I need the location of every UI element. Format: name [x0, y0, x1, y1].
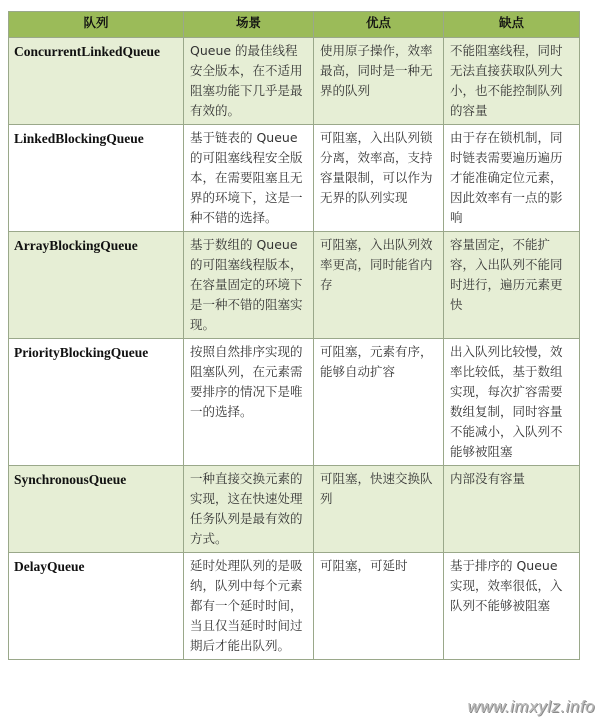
queue-pros: 可阻塞，元素有序，能够自动扩容	[314, 339, 444, 466]
table-row	[9, 38, 580, 125]
queue-name: PriorityBlockingQueue	[9, 339, 184, 466]
queue-scene: 按照自然排序实现的阻塞队列，在元素需要排序的情况下是唯一的选择。	[184, 339, 314, 466]
queue-pros: 可阻塞，快速交换队列	[314, 466, 444, 553]
queue-cons: 容量固定，不能扩容，入出队列不能同时进行，遍历元素更快	[444, 232, 580, 339]
header-queue: 队列	[9, 12, 184, 38]
queue-pros: 可阻塞，入出队列锁分离，效率高，支持容量限制，可以作为无界的队列实现	[314, 125, 444, 232]
queue-cons: 内部没有容量	[444, 466, 580, 553]
queue-pros: 可阻塞，入出队列效率更高，同时能省内存	[314, 232, 444, 339]
header-cons: 缺点	[444, 12, 580, 38]
queue-cons: 基于排序的 Queue 实现，效率很低，入队列不能够被阻塞	[444, 553, 580, 660]
site-watermark: www.imxylz.info	[467, 697, 595, 716]
queue-scene: 一种直接交换元素的实现，这在快速处理任务队列是最有效的方式。	[184, 466, 314, 553]
queue-cons: 不能阻塞线程，同时无法直接获取队列大小，也不能控制队列的容量	[444, 38, 580, 125]
queue-scene: 基于数组的 Queue 的可阻塞线程版本，在容量固定的环境下是一种不错的阻塞实现。	[184, 232, 314, 339]
queue-name: ArrayBlockingQueue	[9, 232, 184, 339]
table-row	[9, 553, 580, 660]
queue-name: LinkedBlockingQueue	[9, 125, 184, 232]
queue-comparison-table	[8, 11, 580, 660]
queue-name: DelayQueue	[9, 553, 184, 660]
queue-name: SynchronousQueue	[9, 466, 184, 553]
table-row	[9, 339, 580, 466]
table-row	[9, 466, 580, 553]
queue-name: ConcurrentLinkedQueue	[9, 38, 184, 125]
header-pros: 优点	[314, 12, 444, 38]
header-scene: 场景	[184, 12, 314, 38]
queue-pros: 使用原子操作，效率最高，同时是一种无界的队列	[314, 38, 444, 125]
table-header-row	[9, 12, 580, 38]
table-row	[9, 232, 580, 339]
queue-scene: Queue 的最佳线程安全版本，在不适用阻塞功能下几乎是最有效的。	[184, 38, 314, 125]
queue-cons: 由于存在锁机制，同时链表需要遍历遍历才能准确定位元素，因此效率有一点的影响	[444, 125, 580, 232]
queue-scene: 基于链表的 Queue 的可阻塞线程安全版本，在需要阻塞且无界的环境下，这是一种不错的选择。	[184, 125, 314, 232]
table-row	[9, 125, 580, 232]
queue-scene: 延时处理队列的是吸纳，队列中每个元素都有一个延时时间，当且仅当延时时间过期后才能出队列。	[184, 553, 314, 660]
queue-pros: 可阻塞，可延时	[314, 553, 444, 660]
queue-cons: 出入队列比较慢，效率比较低，基于数组实现，每次扩容需要数组复制，同时容量不能减小，入队列不能够被阻塞	[444, 339, 580, 466]
